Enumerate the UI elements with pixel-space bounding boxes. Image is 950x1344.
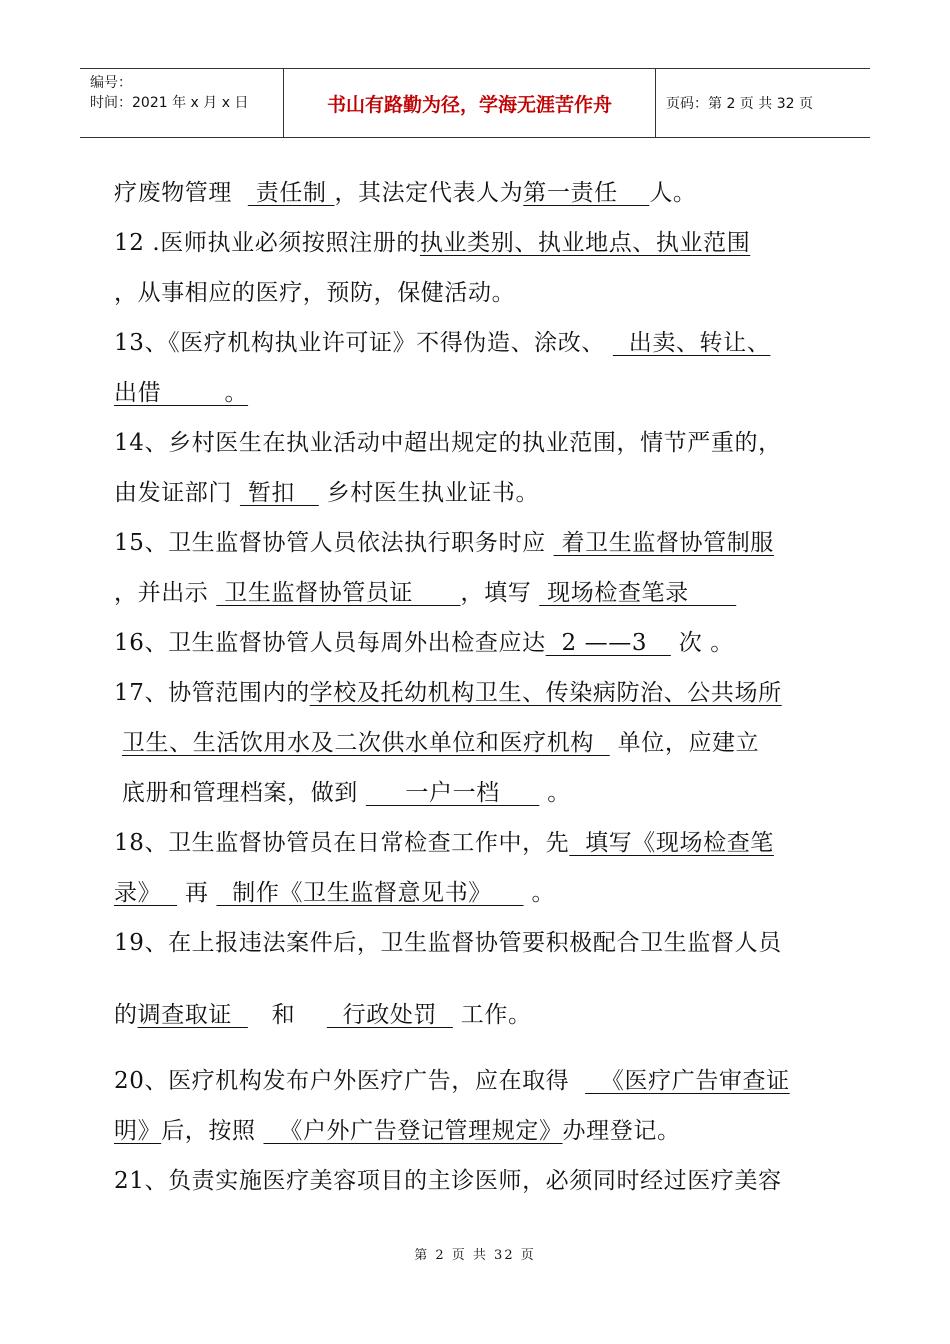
text-line: 21、负责实施医疗美容项目的主诊医师，必须同时经过医疗美容 [114, 1168, 782, 1194]
text-line: 出借 。 [114, 380, 249, 406]
page-footer: 第 2 页 共 32 页 [414, 1248, 536, 1263]
text-line: 疗废物管理 责任制 ，其法定代表人为第一责任 人。 [114, 180, 697, 206]
text-line: 19、在上报违法案件后，卫生监督协管要积极配合卫生监督人员 [114, 930, 782, 956]
text-line: 录》 再 制作《卫生监督意见书》 。 [114, 880, 556, 906]
number-label: 编号： [90, 75, 132, 91]
text-line: 15、卫生监督协管人员依法执行职务时应 着卫生监督协管制服 [114, 530, 774, 556]
text-line: 底册和管理档案，做到 一户一档 。 [114, 780, 571, 806]
text-line: 明》后，按照 《户外广告登记管理规定》办理登记。 [114, 1118, 681, 1144]
page-header [80, 68, 870, 138]
header-page-info: 页码：第 2 页 共 32 页 [666, 96, 813, 112]
text-line: 17、协管范围内的学校及托幼机构卫生、传染病防治、公共场所 [114, 680, 782, 706]
text-line: 14、乡村医生在执业活动中超出规定的执业范围，情节严重的， [114, 430, 782, 456]
header-meta [80, 69, 284, 137]
text-line: 的调查取证 和 行政处罚 工作。 [114, 1002, 532, 1028]
text-line: 20、医疗机构发布户外医疗广告，应在取得 《医疗广告审查证 [114, 1068, 790, 1094]
text-line: 由发证部门 暂扣 乡村医生执业证书。 [114, 480, 540, 506]
time-label: 时间：2021 年 x 月 x 日 [90, 95, 249, 111]
text-line: 16、卫生监督协管人员每周外出检查应达 2 ——3 次 。 [114, 630, 734, 656]
text-line: 12 .医师执业必须按照注册的执业类别、执业地点、执业范围 [114, 230, 751, 256]
text-line: ，从事相应的医疗，预防，保健活动。 [114, 280, 516, 306]
text-line: 13、《医疗机构执业许可证》不得伪造、涂改、 出卖、转让、 [114, 330, 771, 356]
text-line: ，并出示 卫生监督协管员证 ，填写 现场检查笔录 [114, 580, 737, 606]
header-motto: 书山有路勤为径，学海无涯苦作舟 [284, 69, 656, 137]
text-line: 18、卫生监督协管员在日常检查工作中，先 填写《现场检查笔 [114, 830, 774, 856]
text-line: 卫生、生活饮用水及二次供水单位和医疗机构 单位，应建立 [121, 730, 760, 756]
